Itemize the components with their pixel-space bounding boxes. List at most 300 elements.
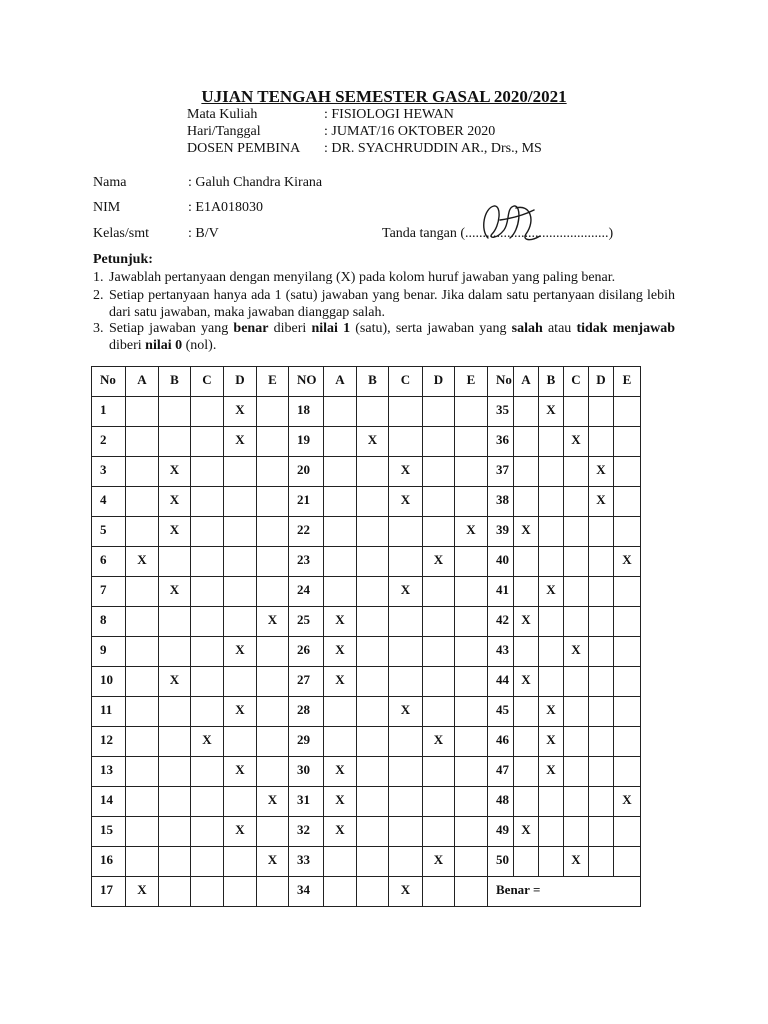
question-number: 3 (92, 457, 126, 487)
answer-cell-d (589, 637, 614, 667)
answer-cell-d (224, 547, 257, 577)
answer-cell-b (357, 517, 389, 547)
answer-cell-d (224, 787, 257, 817)
table-row (92, 817, 641, 847)
answer-cell-a (324, 487, 357, 517)
answer-cell-c (389, 727, 423, 757)
instruction-1-number: 1. (93, 270, 104, 285)
question-number: 31 (289, 787, 324, 817)
instruction-3-part: diberi (268, 321, 312, 336)
answer-cell-c (564, 457, 589, 487)
answer-cell-e (455, 697, 488, 727)
answer-cell-c (191, 667, 224, 697)
answer-cell-e (455, 847, 488, 877)
answer-cell-e (257, 457, 289, 487)
instruction-2-text: Setiap pertanyaan hanya ada 1 (satu) jawaban yang benar. Jika dalam satu pertanyaan disilang lebih dari satu jawaban, maka jawaban dianggap salah. (109, 288, 675, 320)
answer-cell-d (423, 757, 455, 787)
answer-cell-e (614, 667, 641, 697)
answer-cell-d (589, 577, 614, 607)
question-number: 37 (488, 457, 514, 487)
question-number: 38 (488, 487, 514, 517)
answer-cell-e (257, 697, 289, 727)
question-number: 1 (92, 397, 126, 427)
answer-cell-a (514, 457, 539, 487)
answer-cell-a (324, 457, 357, 487)
question-number: 11 (92, 697, 126, 727)
col-header: A (514, 367, 539, 397)
answer-cell-e (257, 667, 289, 697)
answer-cell-c (191, 517, 224, 547)
answer-cell-c: X (389, 697, 423, 727)
answer-cell-b (159, 427, 191, 457)
answer-cell-b (357, 667, 389, 697)
table-row (92, 607, 641, 637)
answer-cell-b (357, 397, 389, 427)
answer-cell-c (564, 817, 589, 847)
answer-cell-a: X (324, 637, 357, 667)
answer-cell-c (564, 487, 589, 517)
answer-cell-c (191, 487, 224, 517)
answer-cell-b (357, 637, 389, 667)
answer-cell-d: X (423, 727, 455, 757)
answer-cell-b: X (357, 427, 389, 457)
answer-cell-a (514, 697, 539, 727)
answer-cell-e: X (257, 607, 289, 637)
answer-cell-d: X (224, 427, 257, 457)
answer-cell-d (224, 487, 257, 517)
answer-cell-d (589, 667, 614, 697)
answer-cell-e (614, 817, 641, 847)
instruction-3-part: (nol). (182, 338, 217, 353)
answer-cell-c (191, 817, 224, 847)
signature-label: Tanda tangan (.........................................) (382, 226, 614, 241)
answer-cell-d (224, 607, 257, 637)
answer-cell-b (539, 517, 564, 547)
answer-cell-b (159, 817, 191, 847)
instruction-2-number: 2. (93, 288, 104, 303)
answer-table (91, 366, 641, 907)
answer-cell-c (191, 397, 224, 427)
answer-cell-d (589, 517, 614, 547)
instruction-3-bold: nilai 1 (311, 321, 351, 336)
instruction-3-text (93, 320, 675, 354)
answer-cell-e (614, 517, 641, 547)
answer-cell-a: X (514, 817, 539, 847)
table-row (92, 487, 641, 517)
answer-cell-e (455, 577, 488, 607)
question-number: 15 (92, 817, 126, 847)
col-header: E (257, 367, 289, 397)
question-number: 44 (488, 667, 514, 697)
answer-cell-a (514, 787, 539, 817)
answer-cell-a (126, 577, 159, 607)
answer-cell-a (324, 877, 357, 907)
col-header: D (423, 367, 455, 397)
answer-cell-c: X (389, 877, 423, 907)
question-number: 50 (488, 847, 514, 877)
answer-cell-a (126, 727, 159, 757)
answer-cell-d (589, 697, 614, 727)
answer-cell-e (257, 637, 289, 667)
answer-cell-d: X (224, 817, 257, 847)
table-row (92, 547, 641, 577)
answer-cell-b (159, 637, 191, 667)
answer-cell-c (389, 667, 423, 697)
table-row (92, 577, 641, 607)
answer-cell-b (539, 547, 564, 577)
question-number: 39 (488, 517, 514, 547)
answer-cell-a (126, 457, 159, 487)
answer-cell-b: X (159, 487, 191, 517)
answer-cell-d (224, 517, 257, 547)
answer-cell-d (423, 877, 455, 907)
answer-cell-d: X (423, 547, 455, 577)
table-row (92, 877, 641, 907)
question-number: 23 (289, 547, 324, 577)
answer-cell-d (589, 817, 614, 847)
answer-cell-c: X (564, 427, 589, 457)
answer-cell-d (224, 577, 257, 607)
answer-cell-e (614, 847, 641, 877)
answer-cell-a (126, 517, 159, 547)
answer-cell-c (564, 697, 589, 727)
question-number: 18 (289, 397, 324, 427)
meta-course-value: : FISIOLOGI HEWAN (324, 107, 454, 122)
student-class-value: : B/V (188, 226, 219, 241)
answer-cell-b (539, 427, 564, 457)
answer-cell-a (126, 787, 159, 817)
col-header: No (488, 367, 514, 397)
answer-cell-d (589, 847, 614, 877)
answer-cell-e (614, 607, 641, 637)
answer-cell-b (159, 787, 191, 817)
answer-cell-e (614, 697, 641, 727)
answer-cell-c (191, 757, 224, 787)
question-number: 45 (488, 697, 514, 727)
answer-cell-d (589, 427, 614, 457)
table-row (92, 727, 641, 757)
instruction-3-part: Setiap jawaban yang (109, 321, 234, 336)
answer-cell-c (564, 607, 589, 637)
answer-cell-a: X (514, 607, 539, 637)
instruction-3-bold: benar (233, 321, 269, 336)
answer-cell-d (589, 397, 614, 427)
instruction-3 (93, 320, 675, 354)
instruction-3-part: (satu), serta jawaban yang (350, 321, 512, 336)
col-header: B (159, 367, 191, 397)
answer-cell-a (324, 517, 357, 547)
answer-cell-e (455, 757, 488, 787)
answer-cell-b (159, 847, 191, 877)
answer-cell-a (514, 397, 539, 427)
answer-cell-c (389, 637, 423, 667)
answer-cell-c (191, 787, 224, 817)
answer-cell-e (614, 577, 641, 607)
answer-cell-c (564, 577, 589, 607)
answer-cell-a: X (324, 817, 357, 847)
answer-cell-d (423, 457, 455, 487)
answer-cell-e (455, 547, 488, 577)
question-number: 13 (92, 757, 126, 787)
answer-cell-d (423, 817, 455, 847)
answer-cell-b: X (539, 577, 564, 607)
question-number: 28 (289, 697, 324, 727)
question-number: 49 (488, 817, 514, 847)
table-row (92, 697, 641, 727)
col-header: A (324, 367, 357, 397)
answer-cell-b (357, 847, 389, 877)
question-number: 8 (92, 607, 126, 637)
col-header: C (191, 367, 224, 397)
col-header: NO (289, 367, 324, 397)
col-header: C (389, 367, 423, 397)
question-number: 40 (488, 547, 514, 577)
answer-cell-e (257, 487, 289, 517)
answer-cell-d: X (224, 397, 257, 427)
answer-cell-c (191, 547, 224, 577)
answer-cell-e: X (257, 847, 289, 877)
answer-cell-c: X (389, 577, 423, 607)
score-cell: Benar = (488, 877, 641, 907)
answer-cell-a: X (514, 667, 539, 697)
answer-cell-b (357, 577, 389, 607)
answer-cell-d (423, 487, 455, 517)
answer-cell-e (614, 457, 641, 487)
answer-cell-b (357, 877, 389, 907)
answer-table-header (92, 367, 641, 397)
answer-cell-b: X (539, 697, 564, 727)
question-number: 14 (92, 787, 126, 817)
signature-mark (470, 200, 550, 248)
answer-cell-a (126, 427, 159, 457)
answer-cell-e (257, 427, 289, 457)
instruction-1-text: Jawablah pertanyaan dengan menyilang (X) pada kolom huruf jawaban yang paling benar. (109, 270, 616, 285)
col-header: No (92, 367, 126, 397)
answer-cell-a (514, 577, 539, 607)
answer-cell-c (191, 457, 224, 487)
answer-cell-a: X (324, 667, 357, 697)
answer-cell-a (324, 697, 357, 727)
answer-cell-a (324, 727, 357, 757)
question-number: 41 (488, 577, 514, 607)
instruction-1 (93, 269, 675, 286)
answer-cell-a (514, 487, 539, 517)
answer-cell-a: X (324, 787, 357, 817)
answer-cell-d (589, 787, 614, 817)
answer-cell-c (564, 517, 589, 547)
answer-cell-a (324, 577, 357, 607)
answer-cell-c (389, 757, 423, 787)
answer-cell-e (455, 397, 488, 427)
answer-cell-b (357, 487, 389, 517)
answer-cell-d (423, 637, 455, 667)
answer-cell-c: X (191, 727, 224, 757)
answer-cell-e (455, 727, 488, 757)
answer-cell-a: X (324, 757, 357, 787)
answer-cell-c (191, 607, 224, 637)
instruction-3-part: diberi (109, 338, 146, 353)
answer-cell-c: X (564, 847, 589, 877)
answer-cell-e (614, 757, 641, 787)
answer-cell-d (224, 727, 257, 757)
answer-cell-b (159, 397, 191, 427)
answer-cell-b (357, 457, 389, 487)
answer-cell-e (257, 517, 289, 547)
table-row (92, 397, 641, 427)
answer-cell-d (423, 577, 455, 607)
answer-cell-b (357, 757, 389, 787)
answer-cell-a (514, 757, 539, 787)
question-number: 24 (289, 577, 324, 607)
question-number: 29 (289, 727, 324, 757)
answer-cell-b (357, 787, 389, 817)
answer-cell-b (539, 847, 564, 877)
answer-cell-e (614, 427, 641, 457)
answer-cell-b (159, 697, 191, 727)
answer-cell-b (159, 877, 191, 907)
answer-cell-b (539, 607, 564, 637)
student-class-label: Kelas/smt (93, 226, 149, 241)
answer-cell-d: X (224, 637, 257, 667)
question-number: 34 (289, 877, 324, 907)
table-row (92, 787, 641, 817)
answer-cell-e (614, 727, 641, 757)
answer-cell-e (257, 727, 289, 757)
answer-cell-d (423, 397, 455, 427)
answer-cell-c: X (564, 637, 589, 667)
answer-cell-b: X (159, 457, 191, 487)
answer-cell-e (455, 607, 488, 637)
answer-cell-a (126, 487, 159, 517)
answer-cell-e (257, 397, 289, 427)
col-header: B (357, 367, 389, 397)
question-number: 47 (488, 757, 514, 787)
answer-cell-b (357, 817, 389, 847)
answer-cell-a (324, 427, 357, 457)
answer-cell-c (389, 847, 423, 877)
instruction-3-bold: salah (511, 321, 543, 336)
answer-cell-e (455, 427, 488, 457)
answer-cell-b: X (159, 577, 191, 607)
answer-cell-b: X (539, 397, 564, 427)
meta-lecturer-label: DOSEN PEMBINA (187, 141, 301, 156)
question-number: 17 (92, 877, 126, 907)
answer-cell-d (224, 877, 257, 907)
answer-cell-c (564, 727, 589, 757)
col-header: D (589, 367, 614, 397)
instruction-3-part: atau (542, 321, 577, 336)
answer-cell-c (564, 397, 589, 427)
meta-date-label: Hari/Tanggal (187, 124, 261, 139)
answer-cell-e (455, 487, 488, 517)
meta-course-label: Mata Kuliah (187, 107, 258, 122)
answer-cell-b (357, 727, 389, 757)
answer-cell-a (126, 637, 159, 667)
question-number: 20 (289, 457, 324, 487)
question-number: 42 (488, 607, 514, 637)
answer-cell-a: X (126, 877, 159, 907)
answer-cell-c (191, 697, 224, 727)
table-row (92, 637, 641, 667)
question-number: 4 (92, 487, 126, 517)
answer-cell-b (539, 817, 564, 847)
answer-cell-e (614, 637, 641, 667)
question-number: 22 (289, 517, 324, 547)
answer-cell-b (159, 757, 191, 787)
answer-cell-e (455, 787, 488, 817)
question-number: 2 (92, 427, 126, 457)
answer-cell-a (514, 547, 539, 577)
answer-cell-e (257, 757, 289, 787)
answer-cell-d (589, 607, 614, 637)
student-name-label: Nama (93, 175, 127, 190)
exam-title: UJIAN TENGAH SEMESTER GASAL 2020/2021 (201, 87, 567, 106)
answer-cell-a (324, 847, 357, 877)
answer-cell-d: X (224, 757, 257, 787)
answer-cell-c (389, 397, 423, 427)
answer-cell-b (357, 607, 389, 637)
instruction-2 (93, 287, 675, 321)
answer-cell-a (126, 847, 159, 877)
answer-cell-a (126, 667, 159, 697)
answer-cell-e (455, 637, 488, 667)
question-number: 43 (488, 637, 514, 667)
answer-cell-e (614, 487, 641, 517)
answer-cell-c (191, 637, 224, 667)
answer-cell-d (589, 757, 614, 787)
answer-cell-a (514, 427, 539, 457)
answer-cell-a (514, 847, 539, 877)
answer-cell-a: X (126, 547, 159, 577)
col-header: E (614, 367, 641, 397)
question-number: 27 (289, 667, 324, 697)
answer-cell-a: X (324, 607, 357, 637)
col-header: A (126, 367, 159, 397)
answer-cell-d (423, 427, 455, 457)
instruction-3-bold: tidak menjawab (576, 321, 675, 336)
answer-cell-d (423, 517, 455, 547)
answer-cell-c (564, 757, 589, 787)
answer-cell-a (324, 397, 357, 427)
answer-cell-d: X (589, 457, 614, 487)
instruction-3-bold: nilai 0 (145, 338, 183, 353)
answer-cell-c (389, 607, 423, 637)
answer-cell-d (423, 697, 455, 727)
answer-cell-d: X (589, 487, 614, 517)
answer-cell-e (455, 877, 488, 907)
meta-date-value: : JUMAT/16 OKTOBER 2020 (324, 124, 496, 139)
answer-cell-d (589, 727, 614, 757)
answer-cell-b (357, 697, 389, 727)
answer-cell-c: X (389, 457, 423, 487)
answer-cell-d (589, 547, 614, 577)
answer-cell-e: X (614, 547, 641, 577)
col-header: D (224, 367, 257, 397)
question-number: 36 (488, 427, 514, 457)
question-number: 7 (92, 577, 126, 607)
answer-cell-c: X (389, 487, 423, 517)
answer-cell-e: X (614, 787, 641, 817)
answer-cell-b (159, 547, 191, 577)
answer-cell-d (224, 667, 257, 697)
answer-cell-b: X (539, 757, 564, 787)
answer-cell-c (564, 547, 589, 577)
meta-lecturer-value: : DR. SYACHRUDDIN AR., Drs., MS (324, 141, 542, 156)
question-number: 26 (289, 637, 324, 667)
answer-cell-a (514, 637, 539, 667)
question-number: 21 (289, 487, 324, 517)
answer-cell-e (257, 877, 289, 907)
